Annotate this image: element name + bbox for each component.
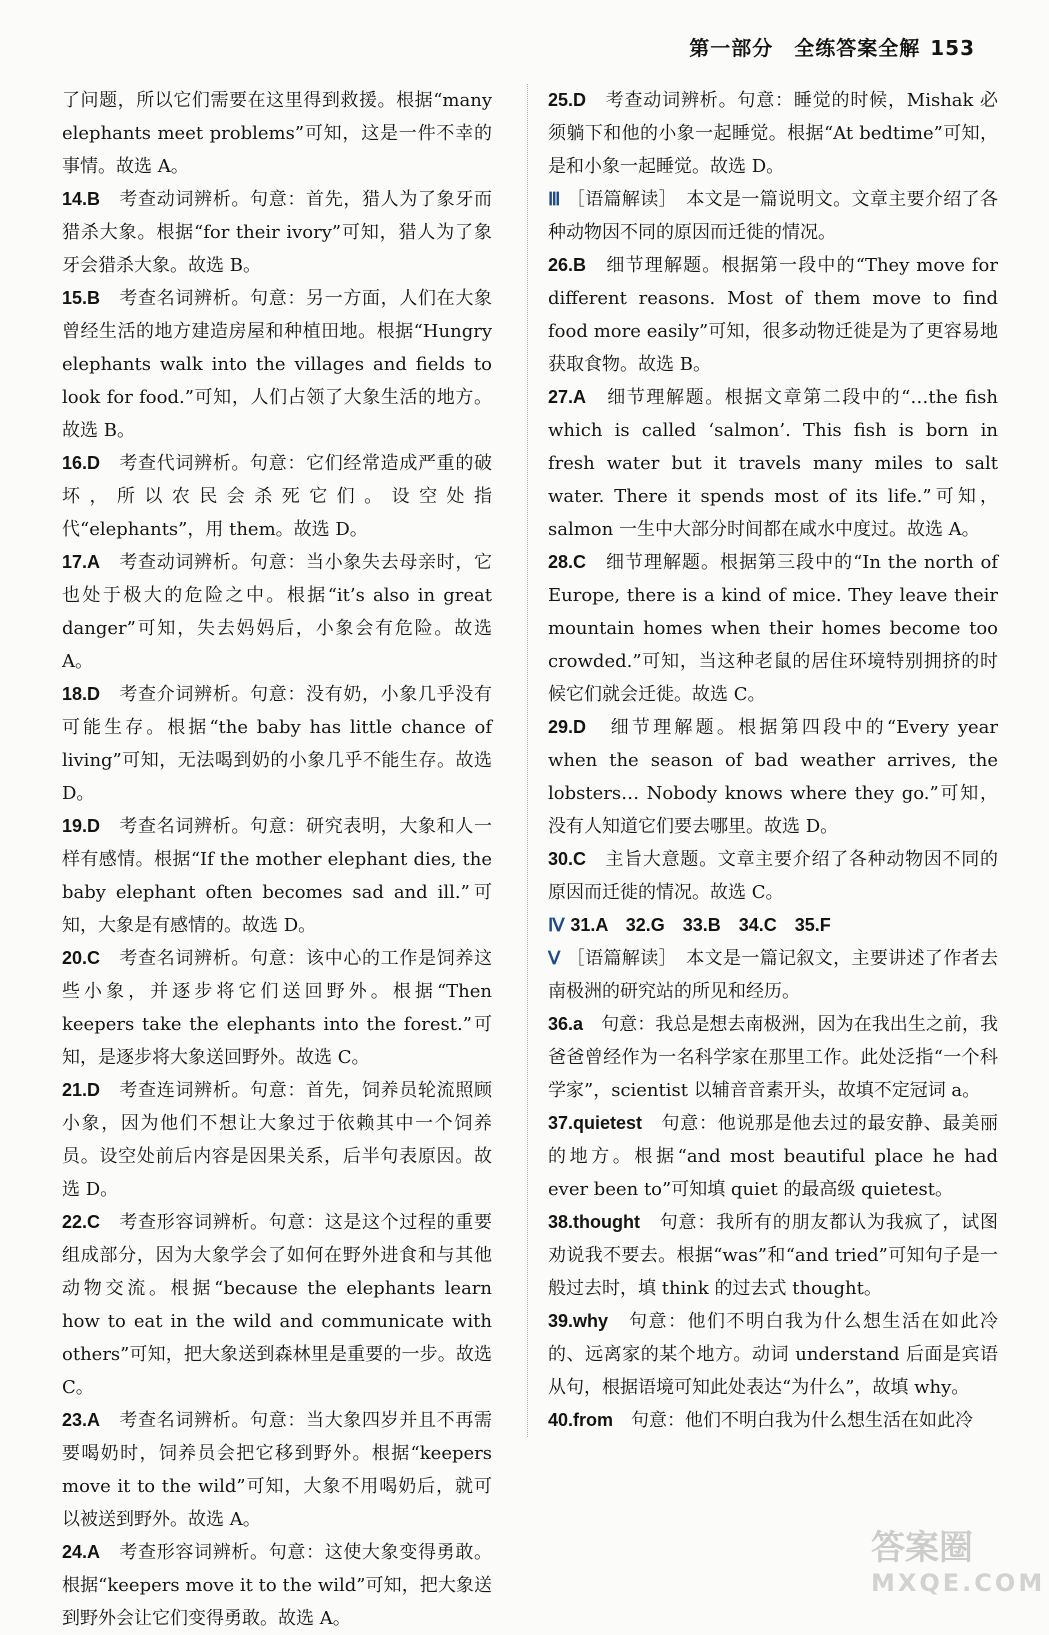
- answer-text: 考查连词辨析。句意：首先，饲养员轮流照顾小象，因为他们不想让大象过于依赖其中一个饲养员。设空处前后内容是因果关系，后半句表原因。故选 D。: [62, 1080, 493, 1200]
- answer-text: 考查名词辨析。句意：研究表明，大象和人一样有感情。根据“If the mother elephant dies, the baby elephant often becomes sad and ill.”可知，大象是有感情的。故选 D。: [62, 816, 493, 936]
- answer-text: 主旨大意题。文章主要介绍了各种动物因不同的原因而迁徙的情况。故选 C。: [548, 849, 998, 903]
- answer-item: [62, 810, 492, 942]
- answer-text: 句意：他们不明白我为什么想生活在如此冷: [631, 1410, 974, 1431]
- question-number: 22.C: [62, 1212, 101, 1232]
- answer-item: [62, 447, 492, 546]
- answer-item: [548, 1008, 998, 1107]
- answer-item: [62, 1536, 492, 1635]
- question-number: 39.why: [548, 1311, 609, 1331]
- question-number: 30.C: [548, 849, 587, 869]
- answer-item: [548, 381, 998, 546]
- question-number: 21.D: [62, 1080, 101, 1100]
- question-number: 23.A: [62, 1410, 101, 1430]
- answer-text: 考查名词辨析。句意：另一方面，人们在大象曾经生活的地方建造房屋和种植田地。根据“Hungry elephants walk into the villages and fields to look for food.”可知，人们占领了大象生活的地方。故选 B。: [62, 288, 493, 441]
- page-header: [689, 32, 975, 61]
- answer-item: [548, 1206, 998, 1305]
- answer-item: [548, 711, 998, 843]
- answer-text: 考查名词辨析。句意：该中心的工作是饲养这些小象，并逐步将它们送回野外。根据“Then keepers take the elephants into the forest.”可知，是逐步将大象送回野外。故选 C。: [62, 948, 493, 1068]
- answer-text: 考查名词辨析。句意：当大象四岁并且不再需要喝奶时，饲养员会把它移到野外。根据“keepers move it to the wild”可知，大象不用喝奶后，就可以被送到野外。故选 A。: [62, 1410, 493, 1530]
- question-number: 18.D: [62, 684, 101, 704]
- answer-text: 考查动词辨析。句意：睡觉的时候，Mishak 必须躺下和他的小象一起睡觉。根据“At bedtime”可知，是和小象一起睡觉。故选 D。: [548, 90, 998, 177]
- answer-item: [548, 249, 998, 381]
- answer-text: 考查形容词辨析。句意：这是这个过程的重要组成部分，因为大象学会了如何在野外进食和与其他动物交流。根据“because the elephants learn how to eat in the wild and communicate with others”可知，把大象送到森林里是重要的一步。故选 C。: [62, 1212, 493, 1398]
- answer-item: [548, 843, 998, 909]
- question-number: 28.C: [548, 552, 587, 572]
- question-number: 26.B: [548, 255, 587, 275]
- answer-text: 句意：他们不明白我为什么想生活在如此冷的、远离家的某个地方。动词 understand 后面是宾语从句，根据语境可知此处表达“为什么”，故填 why。: [548, 1311, 999, 1398]
- question-number: 20.C: [62, 948, 101, 968]
- answer-item: [62, 282, 492, 447]
- answer-item: [548, 1404, 998, 1437]
- question-number: 19.D: [62, 816, 101, 836]
- answer-item: [62, 546, 492, 678]
- answer-key: 31.A 32.G 33.B 34.C 35.F: [570, 915, 831, 935]
- answer-text: 细节理解题。根据第三段中的“In the north of Europe, there is a kind of mice. They leave their mountain homes when their homes become too crowded.”可知，当这种老鼠的居住环境特别拥挤的时候它们就会迁徙。故选 C。: [548, 552, 998, 705]
- answer-item: [62, 1074, 492, 1206]
- answer-text: 细节理解题。根据第四段中的“Every year when the season of bad weather arrives, the lobsters… Nobody knows where they go.”可知，没有人知道它们要去哪里。故选 D。: [548, 717, 998, 837]
- page-number: 153: [930, 36, 975, 60]
- answer-item: [62, 1404, 492, 1536]
- answer-item: [62, 942, 492, 1074]
- section-intro: [548, 183, 998, 249]
- answer-item: [548, 1107, 998, 1206]
- question-number: 37.quietest: [548, 1113, 643, 1133]
- answer-text: 细节理解题。根据文章第二段中的“…the fish which is called ‘salmon’. This fish is born in fresh water but it travels many miles to salt water. There it spends most of its life.”可知，salmon 一生中大部分时间都在咸水中度过。故选 A。: [548, 387, 998, 540]
- question-number: 17.A: [62, 552, 101, 572]
- answer-continuation: [62, 84, 492, 183]
- answer-item: [548, 1305, 998, 1404]
- answer-text: 考查动词辨析。句意：首先，猎人为了象牙而猎杀大象。根据“for their ivory”可知，猎人为了象牙会猎杀大象。故选 B。: [62, 189, 493, 276]
- answer-text: 考查代词辨析。句意：它们经常造成严重的破坏，所以农民会杀死它们。设空处指代“elephants”，用 them。故选 D。: [62, 453, 493, 540]
- header-title: 第一部分 全练答案全解: [689, 36, 921, 60]
- right-column: [527, 84, 998, 1437]
- answer-text: 句意：我总是想去南极洲，因为在我出生之前，我爸爸曾经作为一名科学家在那里工作。此处泛指“一个科学家”，scientist 以辅音音素开头，故填不定冠词 a。: [548, 1014, 999, 1101]
- answer-text: 考查形容词辨析。句意：这使大象变得勇敢。根据“keepers move it to the wild”可知，把大象送到野外会让它们变得勇敢。故选 A。: [62, 1542, 493, 1629]
- question-number: 25.D: [548, 90, 587, 110]
- watermark-text: 答案圈: [871, 1528, 973, 1568]
- answer-item: [548, 84, 998, 183]
- question-number: 29.D: [548, 717, 587, 737]
- question-number: 38.thought: [548, 1212, 640, 1232]
- answer-item: [548, 546, 998, 711]
- question-number: 40.from: [548, 1410, 614, 1430]
- question-number: 16.D: [62, 453, 101, 473]
- answer-item: [62, 1206, 492, 1404]
- answer-text: 考查动词辨析。句意：当小象失去母亲时，它也处于极大的危险之中。根据“it’s also in great danger”可知，失去妈妈后，小象会有危险。故选 A。: [62, 552, 493, 672]
- answer-item: [62, 183, 492, 282]
- question-number: 14.B: [62, 189, 101, 209]
- section-marker: Ⅲ: [548, 189, 561, 209]
- question-number: 24.A: [62, 1542, 101, 1562]
- answer-text: 句意：我所有的朋友都认为我疯了，试图劝说我不要去。根据“was”和“and tried”可知句子是一般过去时，填 think 的过去式 thought。: [548, 1212, 999, 1299]
- watermark-logo: [871, 1520, 1046, 1597]
- question-number: 15.B: [62, 288, 101, 308]
- left-column: [62, 84, 492, 1635]
- answer-text: 考查介词辨析。句意：没有奶，小象几乎没有可能生存。根据“the baby has little chance of living”可知，无法喝到奶的小象几乎不能生存。故选 D。: [62, 684, 493, 804]
- answer-text: 了问题，所以它们需要在这里得到救援。根据“many elephants meet problems”可知，这是一件不幸的事情。故选 A。: [62, 90, 492, 177]
- question-number: 36.a: [548, 1014, 584, 1034]
- section-marker: Ⅴ: [548, 948, 561, 968]
- answer-text: 细节理解题。根据第一段中的“They move for different reasons. Most of them move to find food more easily”可知，很多动物迁徙是为了更容易地获取食物。故选 B。: [548, 255, 999, 375]
- watermark-site: MXQE.COM: [871, 1569, 1046, 1597]
- answer-item: [62, 678, 492, 810]
- section-text: ［语篇解读］ 本文是一篇记叙文，主要讲述了作者去南极洲的研究站的所见和经历。: [548, 948, 998, 1002]
- section-marker: Ⅳ: [548, 915, 565, 935]
- question-number: 27.A: [548, 387, 587, 407]
- section-text: ［语篇解读］ 本文是一篇说明文。文章主要介绍了各种动物因不同的原因而迁徙的情况。: [548, 189, 998, 243]
- answer-text: 句意：他说那是他去过的最安静、最美丽的地方。根据“and most beautiful place he had ever been to”可知填 quiet 的最高级 quietest。: [548, 1113, 998, 1200]
- section-answers: [548, 909, 998, 942]
- section-intro: [548, 942, 998, 1008]
